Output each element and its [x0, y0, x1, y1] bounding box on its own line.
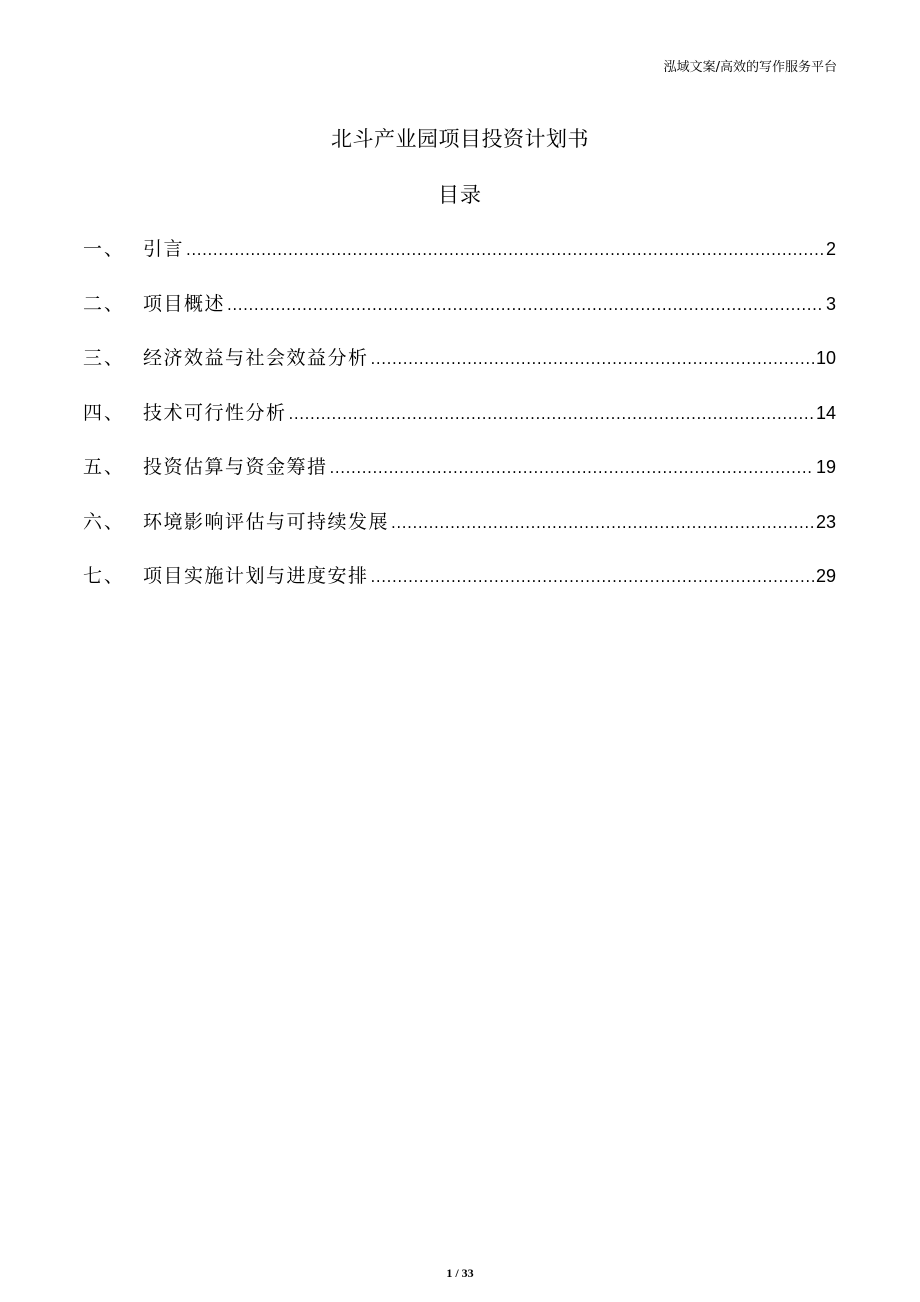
toc-heading: 目录 [438, 183, 482, 207]
toc-entry-number: 七、 [83, 565, 126, 587]
toc-entry[interactable] [83, 507, 836, 562]
toc-entry[interactable] [83, 343, 836, 398]
toc-entry[interactable] [83, 289, 836, 344]
toc-dot-leader [371, 344, 814, 374]
toc-entry[interactable] [83, 234, 836, 289]
toc-entry-page[interactable]: 23 [815, 511, 836, 532]
toc-entry-page[interactable]: 29 [815, 566, 836, 586]
toc-entry-title[interactable]: 投资估算与资金筹措 [143, 456, 328, 478]
toc-entry-page[interactable]: 10 [815, 348, 836, 368]
toc-entry-title[interactable]: 环境影响评估与可持续发展 [143, 510, 390, 533]
toc-entry-title[interactable]: 项目概述 [143, 292, 226, 315]
toc-entry-title[interactable]: 技术可行性分析 [143, 401, 287, 424]
toc-dot-leader [391, 508, 814, 538]
toc-entry-page[interactable]: 2 [825, 239, 836, 259]
toc-entry-number: 一、 [83, 238, 126, 260]
toc-entry[interactable] [83, 398, 836, 453]
toc-entry-number: 五、 [83, 456, 126, 478]
toc-entry-title[interactable]: 引言 [143, 238, 185, 260]
toc-entry-number: 六、 [83, 510, 126, 533]
toc-entry-page[interactable]: 3 [825, 293, 836, 314]
toc-dot-leader [186, 235, 824, 265]
toc-entry[interactable] [83, 452, 836, 507]
toc-entry-title[interactable]: 经济效益与社会效益分析 [143, 347, 369, 369]
toc-entry-page[interactable]: 19 [815, 457, 836, 477]
toc-dot-leader [330, 453, 814, 483]
toc-dot-leader [289, 399, 814, 429]
toc-dot-leader [227, 290, 824, 320]
toc-entry-number: 四、 [83, 401, 126, 424]
toc-entry-number: 二、 [83, 292, 126, 315]
document-title: 北斗产业园项目投资计划书 [331, 127, 589, 151]
toc-entry[interactable] [83, 561, 836, 616]
page-number-indicator: 1 / 33 [446, 1266, 474, 1280]
toc-dot-leader [371, 562, 814, 592]
toc-entry-number: 三、 [83, 347, 126, 369]
table-of-contents [83, 234, 836, 616]
toc-entry-title[interactable]: 项目实施计划与进度安排 [143, 565, 369, 587]
header-note: 泓域文案/高效的写作服务平台 [663, 60, 837, 75]
toc-entry-page[interactable]: 14 [815, 402, 836, 423]
